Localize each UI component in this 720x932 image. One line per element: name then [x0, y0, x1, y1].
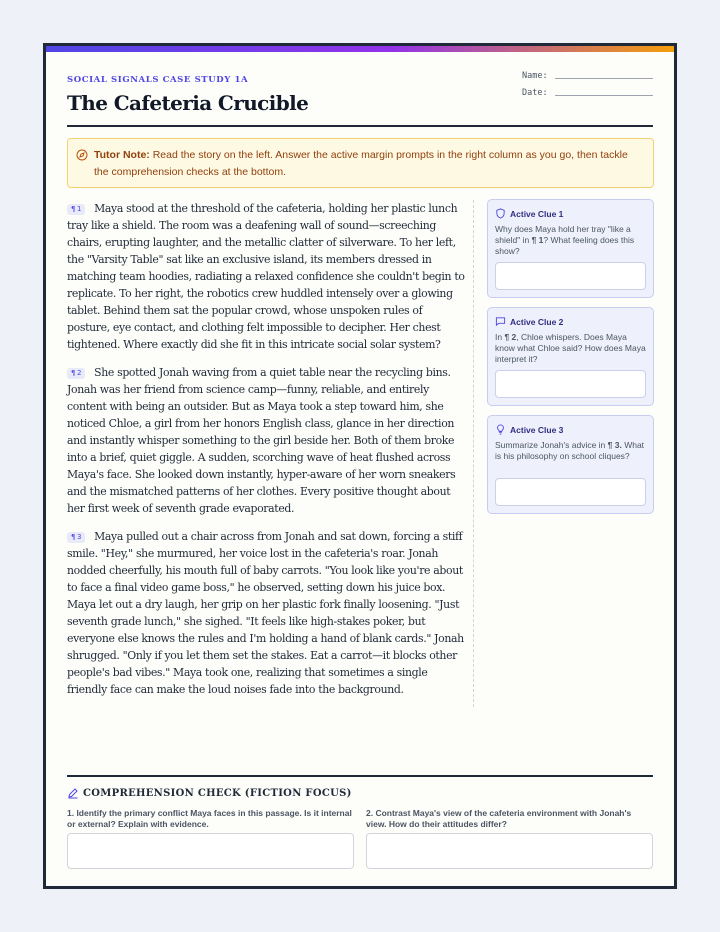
clue-answer-box[interactable]: [495, 478, 646, 506]
active-clue-3: [487, 415, 654, 514]
active-clue-2: [487, 307, 654, 406]
gradient-accent-bar: [46, 46, 674, 52]
comprehension-title: COMPREHENSION CHECK (FICTION FOCUS): [83, 787, 352, 799]
tutor-note-label: Tutor Note:: [94, 149, 150, 161]
paragraph-text: Maya pulled out a chair across from Jonah and sat down, forcing a stiff smile. "Hey," she murmured, her voice lost in the cafeteria's roar. Jonah nodded cheerfully, his mouth full of baby carrots. "You look like you're about to face a final video game boss," he observed, setting down his juice box. Maya let out a dry laugh, her grip on her plastic fork finally loosening. "Just seventh grade lunch," she sighed. "It feels like high-stakes poker, but everyone else knows the rules and I'm holding a hand of blank cards." Jonah shrugged. "Only if you let them set the stakes. Eat a carrot—it blocks other people's bad vibes." Maya took one, realizing that sometimes a single friendly face can make the loud noises fade into the background.: [67, 530, 464, 696]
comprehension-divider: [67, 775, 653, 777]
name-label: Name:: [522, 71, 548, 81]
paragraph-number: ¶ 3: [67, 532, 85, 543]
clue-title: Active Clue 2: [510, 316, 564, 327]
date-label: Date:: [522, 88, 548, 98]
header-divider: [67, 125, 653, 127]
story-paragraph: [67, 200, 465, 353]
clue-answer-box[interactable]: [495, 262, 646, 290]
answer-box-1[interactable]: [67, 833, 354, 869]
paragraph-text: She spotted Jonah waving from a quiet table near the recycling bins. Jonah was her friend from science camp—funny, reliable, and entirely content with being an outsider. But as Maya took a step toward him, she noticed Chloe, a girl from her honors English class, glance in her direction and instantly whisper something to the girl beside her. Both of them broke into a brief, quiet giggle. A sudden, scorching wave of heat flushed across Maya's face. She looked down instantly, hyper-aware of her worn sneakers and the mismatched patterns of her clothes. Every positive thought about her first week of seventh grade evaporated.: [67, 366, 456, 515]
name-line: [555, 78, 653, 79]
worksheet: [43, 43, 677, 889]
question-2: 2. Contrast Maya's view of the cafeteria environment with Jonah's view. How do their attitudes differ?: [366, 808, 632, 829]
paragraph-number: ¶ 2: [67, 368, 85, 379]
message-icon: [495, 316, 506, 327]
comprehension-heading: [67, 787, 352, 799]
date-field[interactable]: [522, 88, 548, 98]
name-field[interactable]: [522, 71, 548, 81]
paragraph-text: Maya stood at the threshold of the cafeteria, holding her plastic lunch tray like a shield. The room was a deafening wall of sound—screeching chairs, erupting laughter, and the metallic clatter of silverware. To her left, the "Varsity Table" sat like an exclusive island, its members dressed in matching team hoodies, radiating a relaxed confidence she couldn't begin to replicate. To her right, the robotics crew huddled intensely over a glowing tablet. Behind them sat the popular crowd, whose unspoken rules of posture, eye contact, and clothing felt impossible to decipher. Her chest tightened. Where exactly did she fit in this intricate social solar system?: [67, 202, 465, 351]
question-1: 1. Identify the primary conflict Maya faces in this passage. Is it internal or external? Explain with evidence.: [67, 808, 352, 829]
answer-box-2[interactable]: [366, 833, 653, 869]
story-passage: [67, 200, 474, 707]
clue-prompt: Why does Maya hold her tray "like a shield" in ¶ 1? What feeling does this show?: [495, 224, 635, 256]
paragraph-number: ¶ 1: [67, 204, 85, 215]
shield-icon: [495, 208, 506, 219]
clue-prompt: In ¶ 2, Chloe whispers. Does Maya know what Chloe said? How does Maya interpret it?: [495, 332, 646, 364]
pen-icon: [67, 787, 79, 799]
story-paragraph: [67, 528, 465, 698]
clue-answer-box[interactable]: [495, 370, 646, 398]
page-title: The Cafeteria Crucible: [67, 91, 309, 115]
lightbulb-icon: [495, 424, 506, 435]
story-paragraph: [67, 364, 465, 517]
clue-title: Active Clue 1: [510, 208, 564, 219]
case-study-label: SOCIAL SIGNALS CASE STUDY 1A: [67, 75, 249, 85]
clue-title: Active Clue 3: [510, 424, 564, 435]
compass-icon: [76, 149, 88, 161]
tutor-note: [67, 138, 654, 188]
date-line: [555, 95, 653, 96]
tutor-note-text: Read the story on the left. Answer the active margin prompts in the right column as you go, then tackle the comprehension checks at the bottom.: [94, 149, 628, 178]
clue-prompt: Summarize Jonah's advice in ¶ 3. What is his philosophy on school cliques?: [495, 440, 645, 461]
active-clue-1: [487, 199, 654, 298]
